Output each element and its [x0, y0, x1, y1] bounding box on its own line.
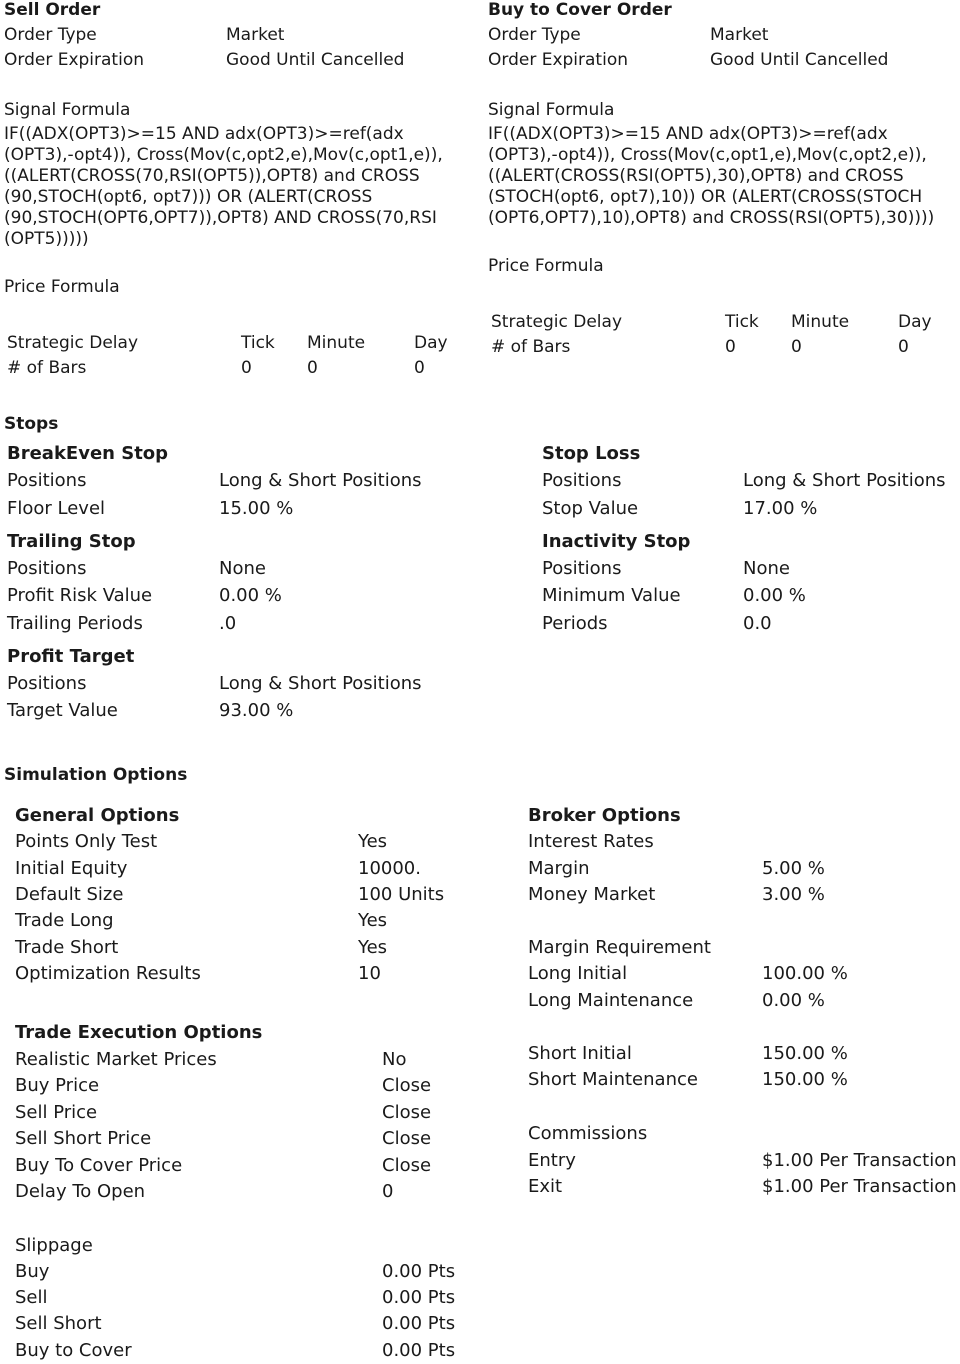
exit-label: Exit [528, 1176, 563, 1197]
general-option-value: 10000. [358, 858, 421, 879]
stop-loss-value: 17.00 % [743, 498, 818, 519]
sell-bars-label: # of Bars [7, 358, 87, 378]
trailing-periods-label: Trailing Periods [7, 613, 143, 634]
margin-label: Margin [528, 858, 590, 879]
stops-heading: Stops [4, 414, 59, 434]
profit-target-title: Profit Target [7, 646, 135, 667]
cover-bars-day: 0 [898, 337, 909, 357]
general-option-label: Trade Short [15, 937, 119, 958]
short-maintenance-label: Short Maintenance [528, 1069, 698, 1090]
trade-exec-value: Close [382, 1075, 432, 1096]
cover-signal-line: (OPT6,OPT7),10),OPT8) and CROSS(RSI(OPT5),30)))) [488, 208, 935, 228]
inactivity-stop-title: Inactivity Stop [542, 531, 691, 552]
general-option-label: Optimization Results [15, 963, 201, 984]
general-option-label: Trade Long [15, 910, 114, 931]
cover-delay-tick-header: Tick [725, 312, 759, 332]
sell-strategic-delay-label: Strategic Delay [7, 333, 139, 353]
stop-loss-positions-value: Long & Short Positions [743, 470, 946, 491]
trade-exec-label: Delay To Open [15, 1181, 146, 1202]
inactivity-periods-label: Periods [542, 613, 608, 634]
general-option-value: Yes [358, 831, 388, 852]
inactivity-min-label: Minimum Value [542, 585, 681, 606]
breakeven-floor-value: 15.00 % [219, 498, 294, 519]
stop-loss-value-label: Stop Value [542, 498, 639, 519]
trailing-positions-value: None [219, 558, 266, 579]
breakeven-positions-value: Long & Short Positions [219, 470, 422, 491]
cover-signal-formula-label: Signal Formula [488, 100, 615, 120]
sell-signal-line: (OPT3),-opt4)), Cross(Mov(c,opt2,e),Mov(c,opt1,e)), [4, 145, 443, 165]
trade-exec-value: 0 [382, 1181, 394, 1202]
general-option-label: Default Size [15, 884, 124, 905]
sell-signal-line: IF((ADX(OPT3)>=15 AND adx(OPT3)>=ref(adx [4, 124, 404, 144]
short-maintenance-value: 150.00 % [762, 1069, 848, 1090]
general-option-value: Yes [358, 910, 388, 931]
trade-exec-label: Sell Short Price [15, 1128, 152, 1149]
slippage-title: Slippage [15, 1235, 93, 1256]
exit-value: $1.00 Per Transaction [762, 1176, 957, 1197]
trailing-periods-value: .0 [219, 613, 237, 634]
sell-delay-minute-header: Minute [307, 333, 366, 353]
inactivity-positions-label: Positions [542, 558, 622, 579]
sell-signal-line: (90,STOCH(OPT6,OPT7)),OPT8) AND CROSS(70,RSI [4, 208, 437, 228]
short-initial-value: 150.00 % [762, 1043, 848, 1064]
trailing-risk-value: 0.00 % [219, 585, 282, 606]
sell-signal-line: ((ALERT(CROSS(70,RSI(OPT5)),OPT8) and CROSS [4, 166, 420, 186]
cover-strategic-delay-label: Strategic Delay [491, 312, 623, 332]
general-options-title: General Options [15, 805, 180, 826]
cover-bars-minute: 0 [791, 337, 802, 357]
trade-exec-label: Realistic Market Prices [15, 1049, 217, 1070]
slippage-label: Sell [15, 1287, 48, 1308]
cover-bars-label: # of Bars [491, 337, 571, 357]
cover-signal-line: ((ALERT(CROSS(RSI(OPT5),30),OPT8) and CROSS [488, 166, 904, 186]
sell-signal-line: (90,STOCH(opt6, opt7))) OR (ALERT(CROSS [4, 187, 373, 207]
slippage-value: 0.00 Pts [382, 1261, 456, 1282]
cover-signal-line: (OPT3),-opt4)), Cross(Mov(c,opt1,e),Mov(c,opt2,e)), [488, 145, 927, 165]
trade-exec-value: Close [382, 1128, 432, 1149]
cover-bars-tick: 0 [725, 337, 736, 357]
stop-loss-title: Stop Loss [542, 443, 641, 464]
trailing-positions-label: Positions [7, 558, 87, 579]
sell-bars-minute: 0 [307, 358, 318, 378]
cover-price-formula-label: Price Formula [488, 256, 604, 276]
general-option-label: Initial Equity [15, 858, 128, 879]
cover-order-title: Buy to Cover Order [488, 0, 672, 20]
inactivity-positions-value: None [743, 558, 790, 579]
general-option-value: 10 [358, 963, 381, 984]
margin-requirement-label: Margin Requirement [528, 937, 711, 958]
sell-order-expiration-label: Order Expiration [4, 50, 145, 70]
general-option-value: Yes [358, 937, 388, 958]
broker-options-title: Broker Options [528, 805, 681, 826]
slippage-value: 0.00 Pts [382, 1287, 456, 1308]
cover-signal-line: IF((ADX(OPT3)>=15 AND adx(OPT3)>=ref(adx [488, 124, 888, 144]
slippage-label: Sell Short [15, 1313, 102, 1334]
trade-exec-label: Buy To Cover Price [15, 1155, 183, 1176]
interest-rates-label: Interest Rates [528, 831, 654, 852]
sell-order-expiration-value: Good Until Cancelled [226, 50, 405, 70]
cover-order-expiration-label: Order Expiration [488, 50, 629, 70]
breakeven-floor-label: Floor Level [7, 498, 106, 519]
trailing-risk-label: Profit Risk Value [7, 585, 153, 606]
long-initial-value: 100.00 % [762, 963, 848, 984]
cover-order-expiration-value: Good Until Cancelled [710, 50, 889, 70]
slippage-value: 0.00 Pts [382, 1313, 456, 1334]
trade-exec-value: No [382, 1049, 407, 1070]
general-option-label: Points Only Test [15, 831, 158, 852]
money-market-label: Money Market [528, 884, 656, 905]
slippage-value: 0.00 Pts [382, 1340, 456, 1361]
inactivity-min-value: 0.00 % [743, 585, 806, 606]
breakeven-stop-title: BreakEven Stop [7, 443, 169, 464]
sell-signal-formula-label: Signal Formula [4, 100, 131, 120]
profit-target-positions-value: Long & Short Positions [219, 673, 422, 694]
long-initial-label: Long Initial [528, 963, 628, 984]
entry-label: Entry [528, 1150, 576, 1171]
simulation-options-heading: Simulation Options [4, 765, 188, 785]
sell-delay-tick-header: Tick [241, 333, 275, 353]
entry-value: $1.00 Per Transaction [762, 1150, 957, 1171]
sell-bars-tick: 0 [241, 358, 252, 378]
slippage-label: Buy [15, 1261, 50, 1282]
trade-exec-value: Close [382, 1155, 432, 1176]
general-option-value: 100 Units [358, 884, 445, 905]
profit-target-value-label: Target Value [7, 700, 118, 721]
cover-signal-line: (STOCH(opt6, opt7),10)) OR (ALERT(CROSS(STOCH [488, 187, 923, 207]
margin-value: 5.00 % [762, 858, 825, 879]
sell-bars-day: 0 [414, 358, 425, 378]
trade-exec-value: Close [382, 1102, 432, 1123]
cover-delay-minute-header: Minute [791, 312, 850, 332]
trade-execution-title: Trade Execution Options [15, 1022, 263, 1043]
breakeven-positions-label: Positions [7, 470, 87, 491]
short-initial-label: Short Initial [528, 1043, 632, 1064]
sell-order-type-value: Market [226, 25, 285, 45]
money-market-value: 3.00 % [762, 884, 825, 905]
slippage-label: Buy to Cover [15, 1340, 132, 1361]
stop-loss-positions-label: Positions [542, 470, 622, 491]
cover-delay-day-header: Day [898, 312, 932, 332]
commissions-label: Commissions [528, 1123, 648, 1144]
cover-order-type-value: Market [710, 25, 769, 45]
long-maintenance-value: 0.00 % [762, 990, 825, 1011]
cover-order-type-label: Order Type [488, 25, 581, 45]
profit-target-value: 93.00 % [219, 700, 294, 721]
sell-signal-line: (OPT5))))) [4, 229, 89, 249]
sell-delay-day-header: Day [414, 333, 448, 353]
trailing-stop-title: Trailing Stop [7, 531, 136, 552]
sell-order-type-label: Order Type [4, 25, 97, 45]
inactivity-periods-value: 0.0 [743, 613, 772, 634]
trade-exec-label: Buy Price [15, 1075, 100, 1096]
profit-target-positions-label: Positions [7, 673, 87, 694]
sell-price-formula-label: Price Formula [4, 277, 120, 297]
long-maintenance-label: Long Maintenance [528, 990, 694, 1011]
trade-exec-label: Sell Price [15, 1102, 98, 1123]
sell-order-title: Sell Order [4, 0, 101, 20]
